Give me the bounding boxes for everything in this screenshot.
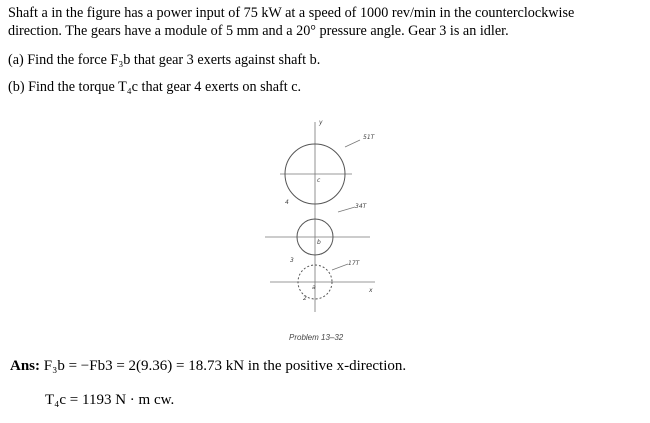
x-axis-label: x	[369, 287, 373, 294]
shaft-a-label: a	[312, 284, 316, 291]
leader-17t	[332, 264, 348, 270]
label-34t: 34T	[355, 203, 367, 210]
part-a-text: (a) Find the force F₃b that gear 3 exerts against shaft b.	[8, 52, 321, 68]
problem-line-1	[8, 5, 574, 22]
answer-prefix: Ans:	[10, 358, 41, 374]
leader-34t	[338, 207, 355, 212]
problem-part-b	[8, 79, 301, 96]
problem-part-a	[8, 52, 320, 69]
label-17t: 17T	[348, 260, 360, 267]
answer-line-1	[10, 358, 406, 375]
gear-3-label: 3	[290, 257, 294, 264]
gear-2-label: 2	[303, 295, 307, 302]
answer-1-text: F₃b = −Fb3 = 2(9.36) = 18.73 kN in the positive x-direction.	[43, 358, 407, 374]
shaft-c-label: c	[317, 177, 321, 184]
leader-51t	[345, 140, 360, 147]
figure-caption: Problem 13–32	[289, 333, 344, 342]
label-51t: 51T	[363, 134, 375, 141]
problem-line-2	[8, 23, 509, 40]
problem-line-1-text: Shaft a in the figure has a power input of 75 kW at a speed of 1000 rev/min in the counterclockwise	[8, 5, 575, 21]
problem-line-2-text: direction. The gears have a module of 5 mm and a 20° pressure angle. Gear 3 is an idler.	[8, 23, 509, 39]
answer-line-2	[45, 392, 174, 409]
gear-4-label: 4	[285, 199, 289, 206]
shaft-b-label: b	[317, 239, 321, 246]
gear-train-figure	[260, 112, 390, 342]
y-axis-label: y	[319, 119, 323, 126]
part-b-text: (b) Find the torque T₄c that gear 4 exerts on shaft c.	[8, 79, 302, 95]
answer-2-text: T₄c = 1193 N · m cw.	[45, 392, 175, 408]
